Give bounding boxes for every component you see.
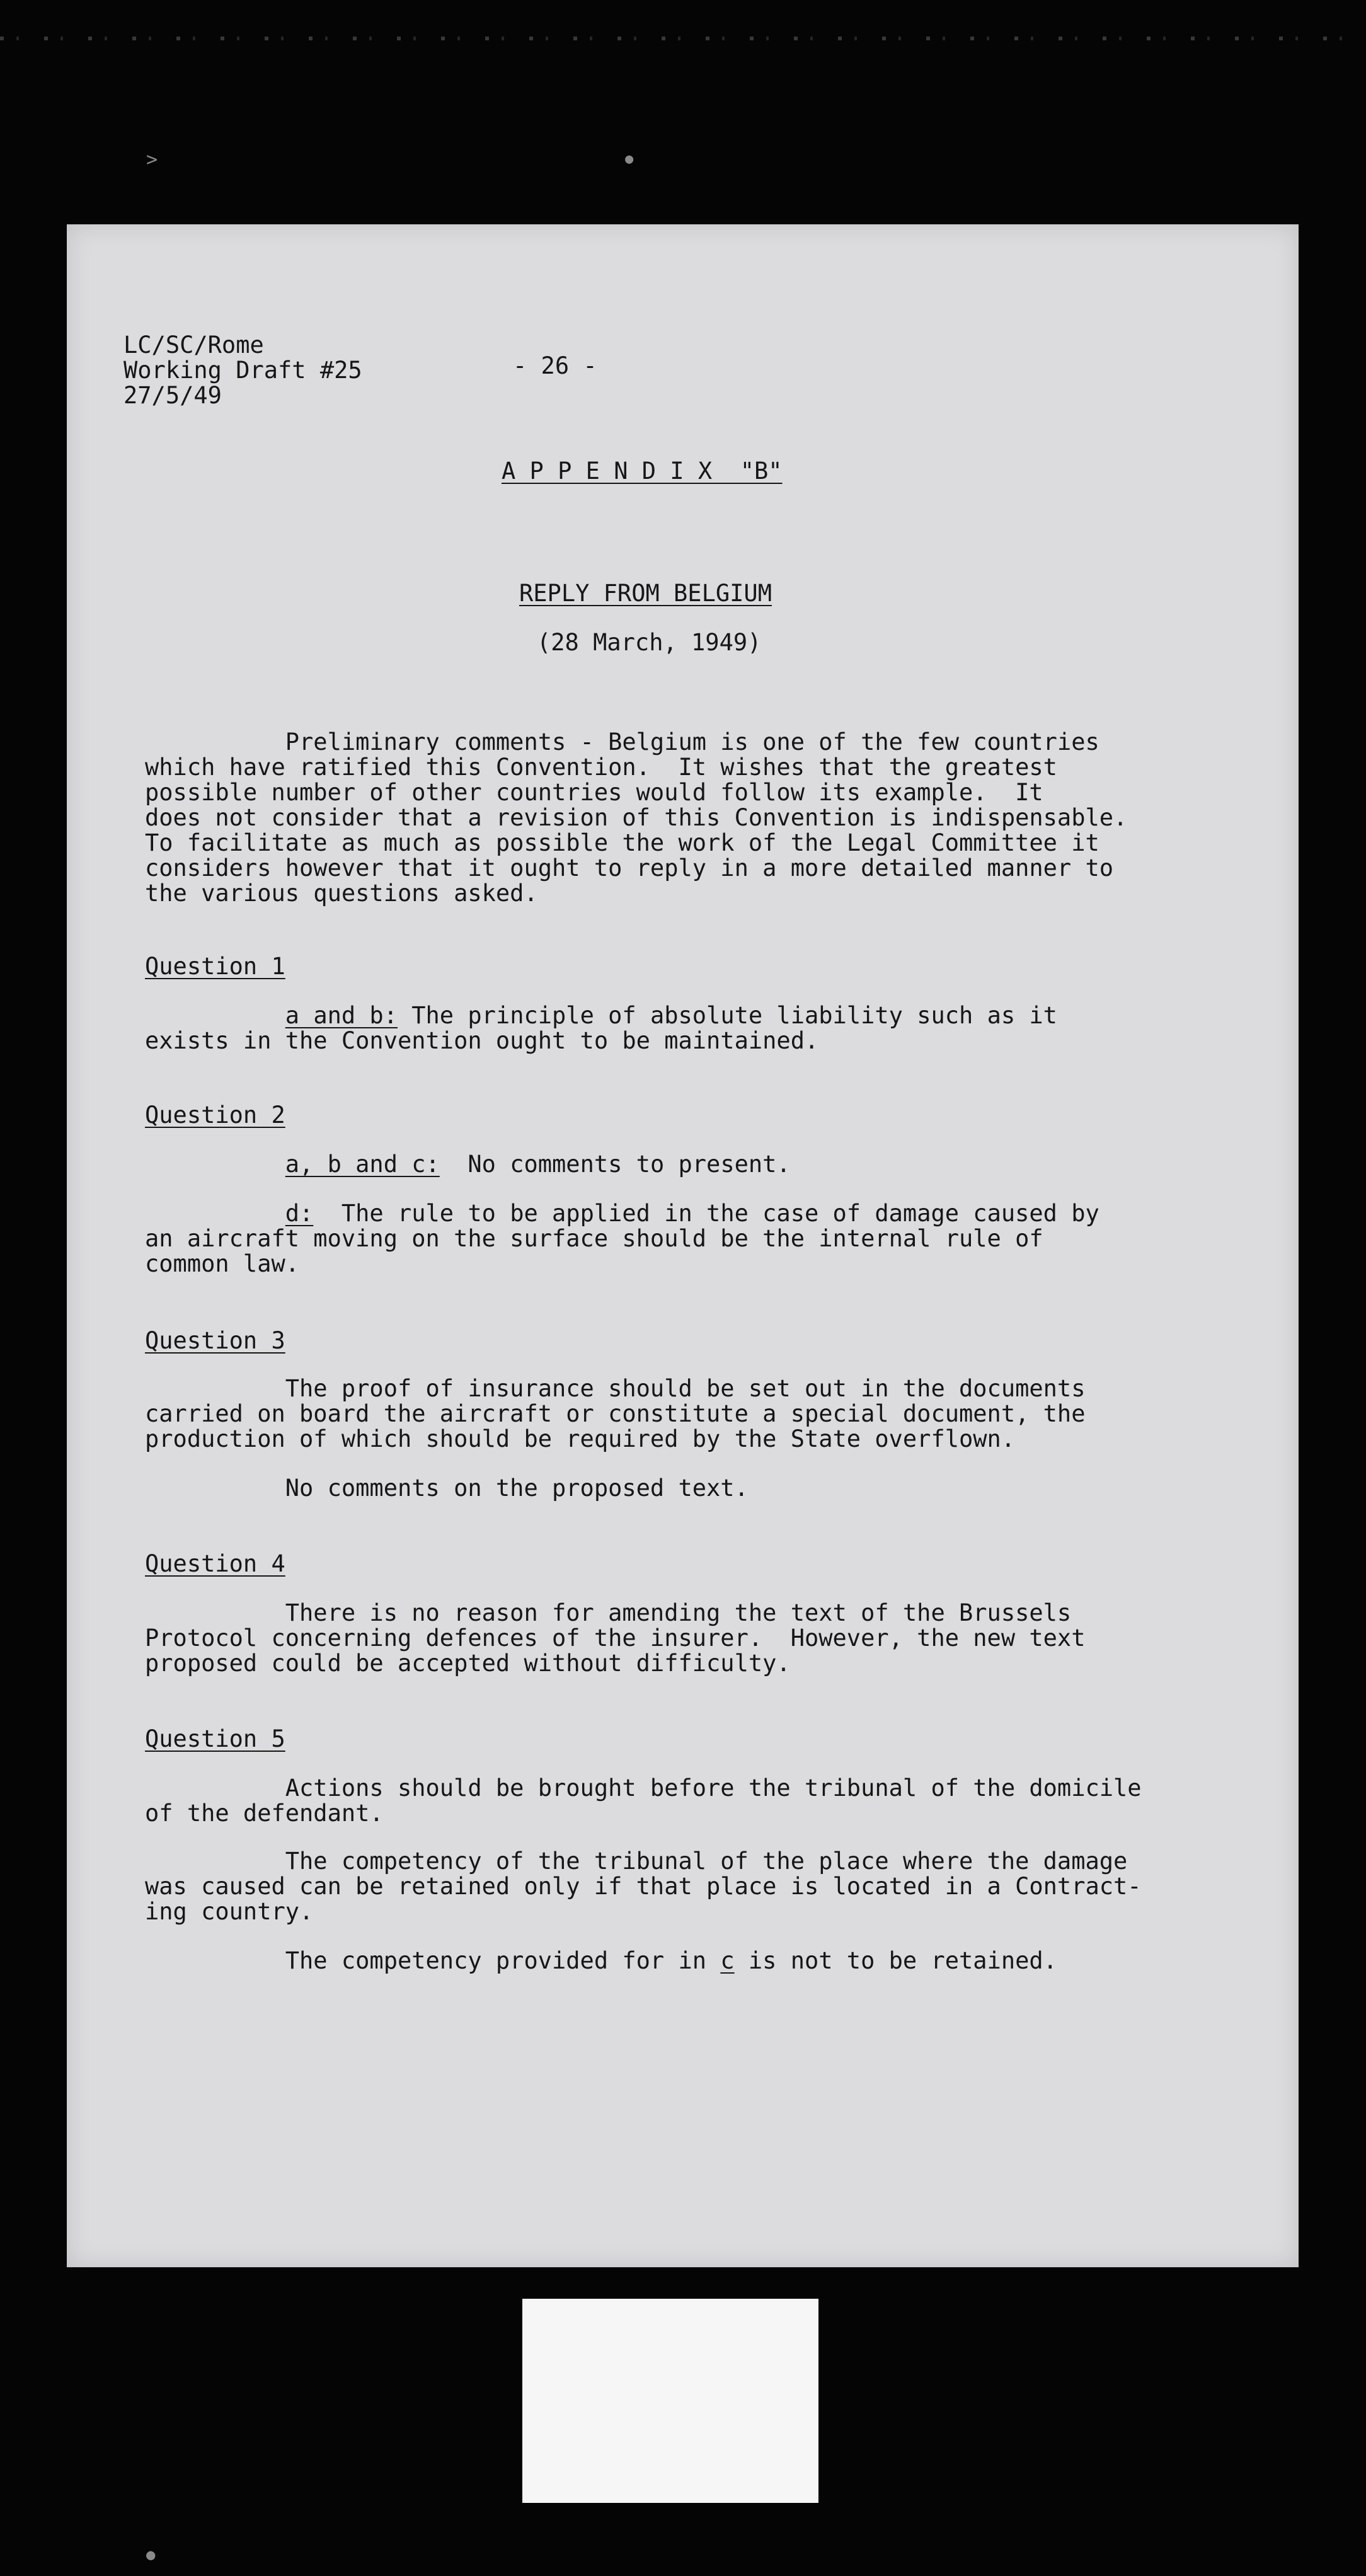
question-2-abc	[145, 1152, 1229, 1177]
q5-para3-post: is not to be retained.	[734, 1947, 1057, 1974]
text-line: The proof of insurance should be set out in the documents	[145, 1375, 1086, 1402]
text-line: To facilitate as much as possible the work of the Legal Committee it	[145, 829, 1099, 856]
text-line	[145, 1201, 1229, 1226]
document-page	[67, 224, 1299, 2267]
q1-text: The principle of absolute liability such as it	[397, 1002, 1057, 1029]
text-line: proposed could be accepted without difficulty.	[145, 1650, 791, 1677]
text-line: production of which should be required by the State overflown.	[145, 1425, 1016, 1452]
question-4-heading: Question 4	[145, 1550, 285, 1577]
text-line: of the defendant.	[145, 1800, 384, 1827]
ref-line-3: 27/5/49	[123, 382, 222, 409]
text-line: common law.	[145, 1250, 300, 1277]
q2-label-d: d:	[285, 1200, 314, 1227]
q2-text-d: The rule to be applied in the case of damage caused by	[313, 1200, 1099, 1227]
question-5-para-1	[145, 1776, 1229, 1826]
film-corner-mark: ●	[146, 2546, 156, 2563]
text-line	[145, 1003, 1229, 1028]
reply-date: (28 March, 1949)	[537, 629, 762, 656]
question-3-body	[145, 1376, 1229, 1452]
q2-label-abc: a, b and c:	[285, 1151, 440, 1178]
text-line: carried on board the aircraft or constitute a special document, the	[145, 1400, 1086, 1427]
text-line: ing country.	[145, 1898, 314, 1925]
text-line	[145, 1948, 1229, 1974]
text-line: does not consider that a revision of this Convention is indispensable.	[145, 804, 1128, 831]
question-5-para-2	[145, 1849, 1229, 1924]
text-line: No comments on the proposed text.	[145, 1475, 749, 1502]
question-5-para-3	[145, 1948, 1229, 1974]
q1-label: a and b:	[285, 1002, 398, 1029]
question-3-note	[145, 1476, 1229, 1501]
film-dot-mark: ●	[625, 151, 634, 167]
text-line: exists in the Convention ought to be maintained.	[145, 1027, 819, 1054]
question-1-heading: Question 1	[145, 953, 285, 980]
question-2-d	[145, 1201, 1229, 1277]
text-line: which have ratified this Convention. It wishes that the greatest	[145, 754, 1057, 781]
text-line: possible number of other countries would follow its example. It	[145, 779, 1043, 806]
question-2-heading: Question 2	[145, 1101, 285, 1129]
film-edge-speckle	[0, 37, 1366, 40]
text-line: Actions should be brought before the tribunal of the domicile	[145, 1774, 1142, 1802]
text-line: an aircraft moving on the surface should be the internal rule of	[145, 1225, 1043, 1252]
q5-para3-letter: c	[720, 1947, 735, 1974]
question-1-body	[145, 1003, 1229, 1054]
film-arrow-mark: >	[146, 149, 158, 171]
text-line: considers however that it ought to reply in a more detailed manner to	[145, 854, 1114, 882]
text-line	[145, 1152, 1229, 1177]
film-target-card	[522, 2299, 818, 2503]
question-3-heading: Question 3	[145, 1327, 285, 1354]
preliminary-comments	[145, 730, 1229, 906]
question-4-body	[145, 1601, 1229, 1676]
appendix-title: A P P E N D I X "B"	[502, 457, 783, 485]
ref-line-1: LC/SC/Rome	[123, 331, 264, 359]
text-line: the various questions asked.	[145, 880, 538, 907]
q2-text-abc: No comments to present.	[439, 1151, 791, 1178]
text-line: There is no reason for amending the text of the Brussels	[145, 1599, 1072, 1626]
text-line: The competency of the tribunal of the place where the damage	[145, 1848, 1128, 1875]
reply-title: REPLY FROM BELGIUM	[519, 580, 772, 607]
ref-line-2: Working Draft #25	[123, 357, 362, 384]
text-line: was caused can be retained only if that place is located in a Contract-	[145, 1873, 1142, 1900]
text-line: Protocol concerning defences of the insurer. However, the new text	[145, 1624, 1086, 1652]
question-5-heading: Question 5	[145, 1725, 285, 1752]
page-number: - 26 -	[513, 352, 597, 379]
q5-para3-pre: The competency provided for in	[145, 1947, 721, 1974]
text-line: Preliminary comments - Belgium is one of the few countries	[145, 728, 1099, 756]
